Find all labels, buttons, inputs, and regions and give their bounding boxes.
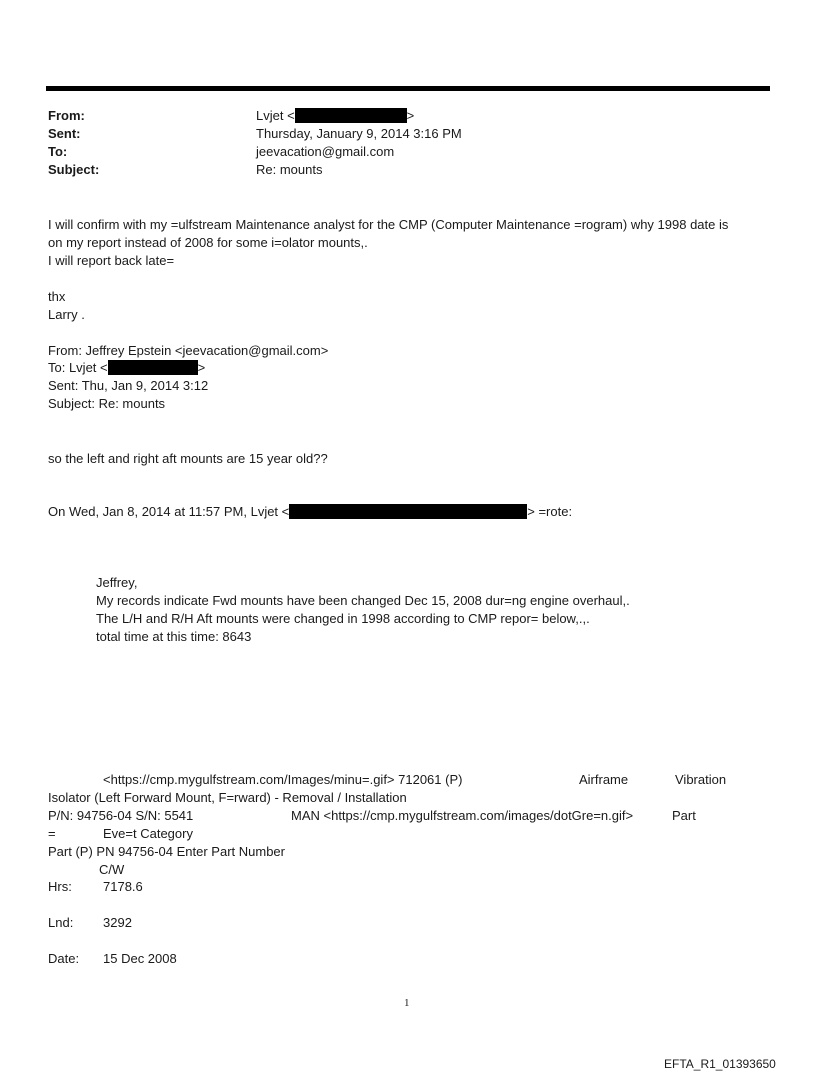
quote-line-3: total time at this time: 8643: [96, 629, 252, 644]
quoted-subject: Subject: Re: mounts: [48, 396, 166, 411]
quoted-message: so the left and right aft mounts are 15 year old??: [48, 451, 328, 466]
from-value: [256, 107, 414, 125]
from-label: From:: [48, 108, 85, 123]
quote-greeting: Jeffrey,: [96, 575, 138, 590]
lnd-label: Lnd:: [48, 915, 74, 930]
cmp-row-3-pn: P/N: 94756-04 S/N: 5541: [48, 808, 194, 823]
from-close: >: [406, 108, 415, 123]
quote-line-2: The L/H and R/H Aft mounts were changed in 1998 according to CMP repor= below,.,.: [96, 611, 590, 626]
to-label: To:: [48, 144, 68, 159]
date-label: Date:: [48, 951, 80, 966]
quoted-from: From: Jeffrey Epstein <jeevacation@gmail.com>: [48, 343, 329, 358]
document-id: EFTA_R1_01393650: [664, 1057, 776, 1071]
body-thx: thx: [48, 289, 66, 304]
quoted-to-prefix: To: Lvjet <: [48, 360, 108, 375]
body-line-2: on my report instead of 2008 for some i=olator mounts,.: [48, 235, 368, 250]
cmp-row-1-vibration: Vibration: [675, 772, 727, 787]
lnd-value: 3292: [103, 915, 132, 930]
date-value: 15 Dec 2008: [103, 951, 177, 966]
cmp-row-4-category: Eve=t Category: [103, 826, 193, 841]
body-signature: Larry .: [48, 307, 85, 322]
cmp-row-1-airframe: Airframe: [579, 772, 629, 787]
hrs-label: Hrs:: [48, 879, 72, 894]
subject-label: Subject:: [48, 162, 100, 177]
page-number: 1: [404, 997, 410, 1009]
redaction-box: [108, 360, 198, 375]
cmp-row-5: Part (P) PN 94756-04 Enter Part Number: [48, 844, 285, 859]
body-line-3: I will report back late=: [48, 253, 175, 268]
quoted-to-suffix: >: [197, 360, 206, 375]
redaction-box: [295, 108, 407, 123]
on-wrote-suffix: > =rote:: [527, 504, 573, 519]
cmp-row-3-part: Part: [672, 808, 696, 823]
from-sender: Lvjet <: [256, 108, 295, 123]
body-line-1: I will confirm with my =ulfstream Maintenance analyst for the CMP (Computer Maintenance =rogram) why 1998 date is: [48, 217, 729, 232]
cmp-row-6-cw: C/W: [99, 862, 125, 877]
cmp-row-3-man: MAN <https://cmp.mygulfstream.com/images/dotGre=n.gif>: [291, 808, 634, 823]
header-rule: [46, 86, 770, 91]
quote-line-1: My records indicate Fwd mounts have been changed Dec 15, 2008 dur=ng engine overhaul,.: [96, 593, 630, 608]
subject-value: Re: mounts: [256, 162, 323, 177]
on-wrote-line: [48, 503, 572, 521]
cmp-row-2: Isolator (Left Forward Mount, F=rward) - Removal / Installation: [48, 790, 407, 805]
on-wrote-prefix: On Wed, Jan 8, 2014 at 11:57 PM, Lvjet <: [48, 504, 290, 519]
sent-value: Thursday, January 9, 2014 3:16 PM: [256, 126, 462, 141]
cmp-row-1-url: <https://cmp.mygulfstream.com/Images/minu=.gif> 712061 (P): [103, 772, 463, 787]
to-value: jeevacation@gmail.com: [256, 144, 395, 159]
sent-label: Sent:: [48, 126, 81, 141]
hrs-value: 7178.6: [103, 879, 143, 894]
redaction-box: [289, 504, 527, 519]
cmp-row-4-eq: =: [48, 826, 56, 841]
quoted-sent: Sent: Thu, Jan 9, 2014 3:12: [48, 378, 209, 393]
quoted-to: [48, 359, 205, 377]
